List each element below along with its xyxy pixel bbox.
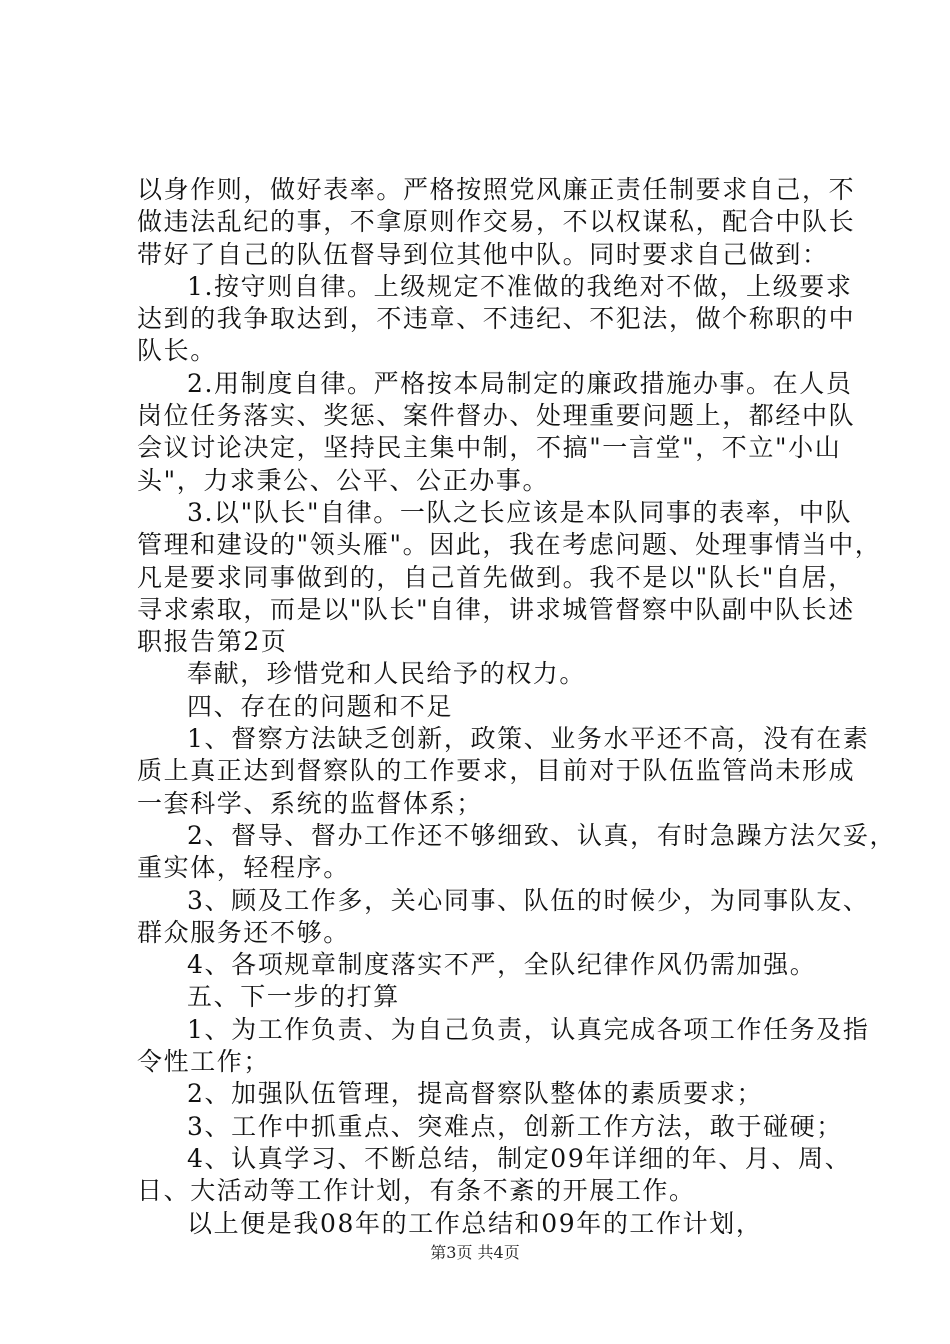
text-line: 4、各项规章制度落实不严，全队纪律作风仍需加强。 <box>187 950 817 980</box>
text-line: 做违法乱纪的事，不拿原则作交易，不以权谋私，配合中队长 <box>137 207 856 237</box>
text-line: 五、下一步的打算 <box>187 982 400 1012</box>
text-line: 带好了自己的队伍督导到位其他中队。同时要求自己做到： <box>137 239 829 269</box>
text-line: 3.以"队长"自律。一队之长应该是本队同事的表率，中队 <box>187 497 853 527</box>
text-line: 寻求索取，而是以"队长"自律，讲求城管督察中队副中队长述 <box>137 594 855 624</box>
text-line: 重实体，轻程序。 <box>137 853 350 883</box>
text-line: 队长。 <box>137 336 217 366</box>
text-line: 头"，力求秉公、公平、公正办事。 <box>137 465 550 495</box>
text-line: 日、大活动等工作计划，有条不紊的开展工作。 <box>137 1176 696 1206</box>
text-line: 以身作则，做好表率。严格按照党风廉正责任制要求自己，不 <box>137 175 856 204</box>
text-line: 凡是要求同事做到的，自己首先做到。我不是以"队长"自居， <box>137 562 855 592</box>
text-line: 奉献，珍惜党和人民给予的权力。 <box>187 659 587 689</box>
text-line: 3、工作中抓重点、突难点，创新工作方法，敢于碰硬； <box>187 1111 843 1141</box>
text-line: 管理和建设的"领头雁"。因此，我在考虑问题、处理事情当中， <box>137 530 882 560</box>
text-line: 2.用制度自律。严格按本局制定的廉政措施办事。在人员 <box>187 368 853 398</box>
text-line: 1、为工作负责、为自己负责，认真完成各项工作任务及指 <box>187 1014 870 1044</box>
text-line: 以上便是我08年的工作总结和09年的工作计划， <box>187 1208 763 1238</box>
text-line: 四、存在的问题和不足 <box>187 691 454 721</box>
text-line: 令性工作； <box>137 1047 271 1077</box>
document-body <box>137 174 897 1240</box>
text-line: 4、认真学习、不断总结，制定09年详细的年、月、周、 <box>187 1143 852 1173</box>
text-line: 达到的我争取达到，不违章、不违纪、不犯法，做个称职的中 <box>137 304 856 334</box>
text-line: 2、加强队伍管理，提高督察队整体的素质要求； <box>187 1079 764 1109</box>
text-line: 1.按守则自律。上级规定不准做的我绝对不做，上级要求 <box>187 271 853 301</box>
text-line: 一套科学、系统的监督体系； <box>137 788 483 818</box>
text-line: 质上真正达到督察队的工作要求，目前对于队伍监管尚未形成 <box>137 756 856 786</box>
text-line: 3、顾及工作多，关心同事、队伍的时候少，为同事队友、 <box>187 885 870 915</box>
text-line: 岗位任务落实、奖惩、案件督办、处理重要问题上，都经中队 <box>137 401 856 431</box>
text-line: 群众服务还不够。 <box>137 917 350 947</box>
text-line: 职报告第2页 <box>137 627 288 657</box>
text-line: 2、督导、督办工作还不够细致、认真，有时急躁方法欠妥， <box>187 820 897 850</box>
page-footer: 第3页 共4页 <box>430 1243 520 1262</box>
text-line: 1、督察方法缺乏创新，政策、业务水平还不高，没有在素 <box>187 724 870 754</box>
text-line: 会议讨论决定，坚持民主集中制，不搞"一言堂"，不立"小山 <box>137 433 842 463</box>
